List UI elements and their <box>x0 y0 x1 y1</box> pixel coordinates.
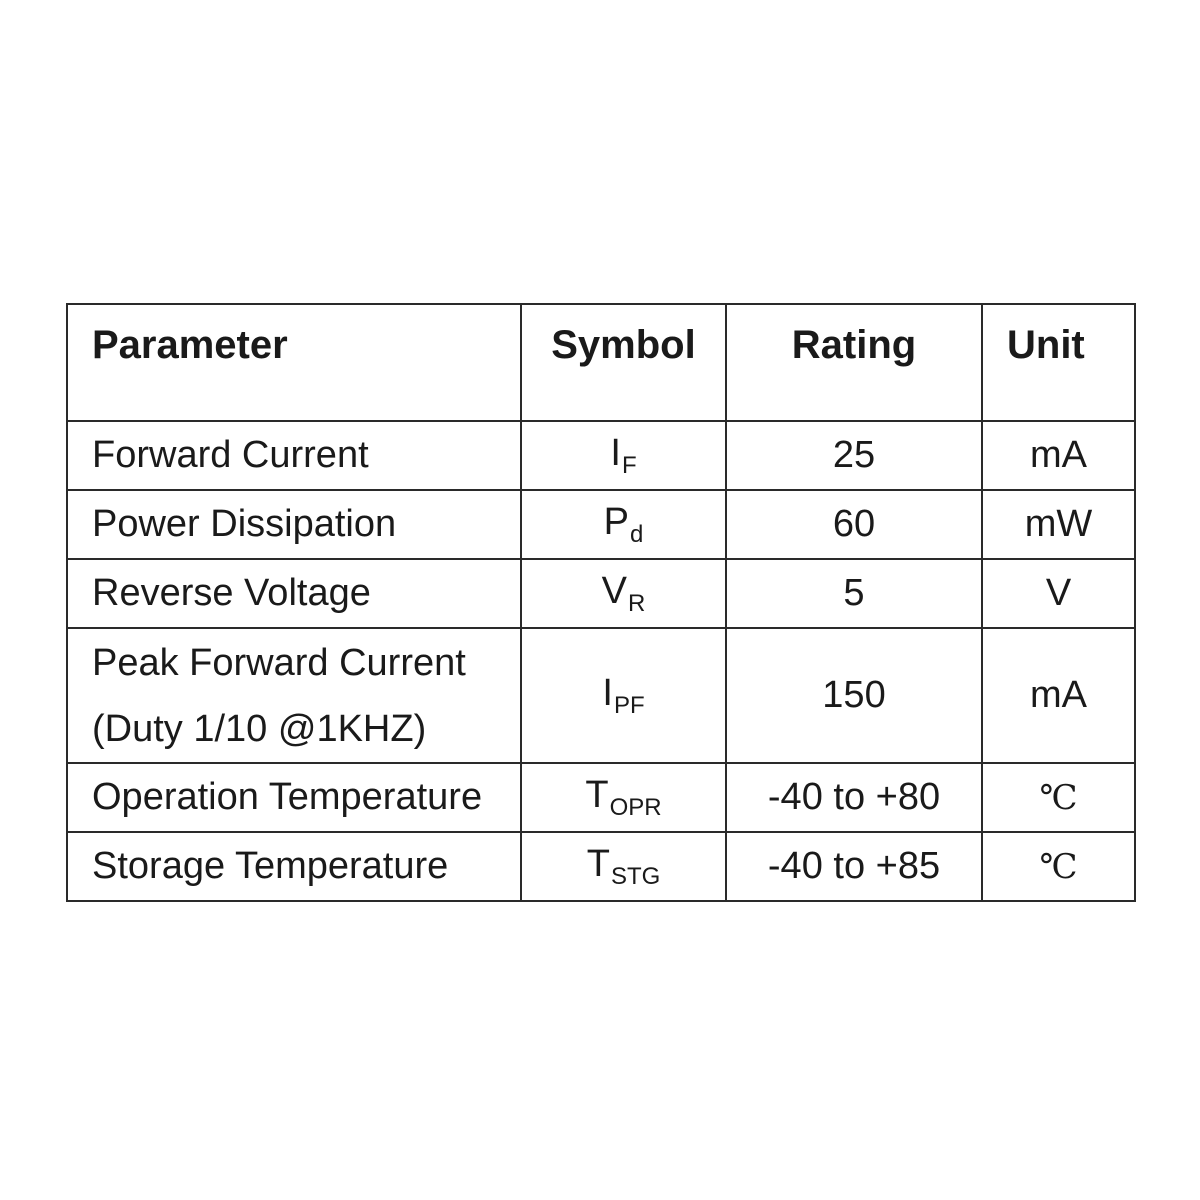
parameter-cell: Forward Current <box>67 421 521 490</box>
symbol-main: P <box>603 500 629 543</box>
symbol-cell <box>521 490 726 559</box>
parameter-line-2: (Duty 1/10 @1KHZ) <box>92 707 427 750</box>
header-symbol: Symbol <box>521 304 726 421</box>
unit-cell: mW <box>982 490 1135 559</box>
symbol-cell <box>521 763 726 832</box>
symbol-subscript: STG <box>610 862 661 890</box>
rating-cell: -40 to +80 <box>726 763 982 832</box>
rating-cell: 5 <box>726 559 982 628</box>
parameter-cell: Operation Temperature <box>67 763 521 832</box>
symbol-cell <box>521 628 726 763</box>
table-row <box>67 628 1135 763</box>
symbol-main: T <box>585 773 609 816</box>
unit-cell <box>982 832 1135 901</box>
symbol-main: I <box>610 431 621 474</box>
degree-celsius-unit: ℃ <box>1039 847 1078 887</box>
table-row <box>67 490 1135 559</box>
symbol-subscript: PF <box>613 691 645 719</box>
symbol-cell <box>521 832 726 901</box>
rating-cell: -40 to +85 <box>726 832 982 901</box>
symbol-subscript: d <box>630 520 644 548</box>
table-row <box>67 559 1135 628</box>
parameter-cell: Reverse Voltage <box>67 559 521 628</box>
parameter-cell: Power Dissipation <box>67 490 521 559</box>
header-unit: Unit <box>982 304 1135 421</box>
symbol-cell <box>521 421 726 490</box>
table-row <box>67 832 1135 901</box>
parameter-line-1: Peak Forward Current <box>92 641 466 684</box>
rating-cell: 25 <box>726 421 982 490</box>
symbol-subscript: R <box>628 589 646 617</box>
symbol-main: V <box>601 569 627 612</box>
symbol-cell <box>521 559 726 628</box>
header-rating: Rating <box>726 304 982 421</box>
table-row <box>67 421 1135 490</box>
symbol-subscript: F <box>621 451 637 479</box>
symbol-main: T <box>586 842 610 885</box>
degree-celsius-unit: ℃ <box>1039 778 1078 818</box>
symbol-main: I <box>602 671 613 714</box>
unit-cell: V <box>982 559 1135 628</box>
unit-cell: mA <box>982 421 1135 490</box>
parameter-cell <box>67 628 521 763</box>
symbol-subscript: OPR <box>609 793 662 821</box>
rating-cell: 150 <box>726 628 982 763</box>
rating-cell: 60 <box>726 490 982 559</box>
table-header-row <box>67 304 1135 421</box>
unit-cell <box>982 763 1135 832</box>
parameter-cell: Storage Temperature <box>67 832 521 901</box>
unit-cell: mA <box>982 628 1135 763</box>
table-row <box>67 763 1135 832</box>
header-parameter: Parameter <box>67 304 521 421</box>
absolute-ratings-table <box>66 303 1136 902</box>
